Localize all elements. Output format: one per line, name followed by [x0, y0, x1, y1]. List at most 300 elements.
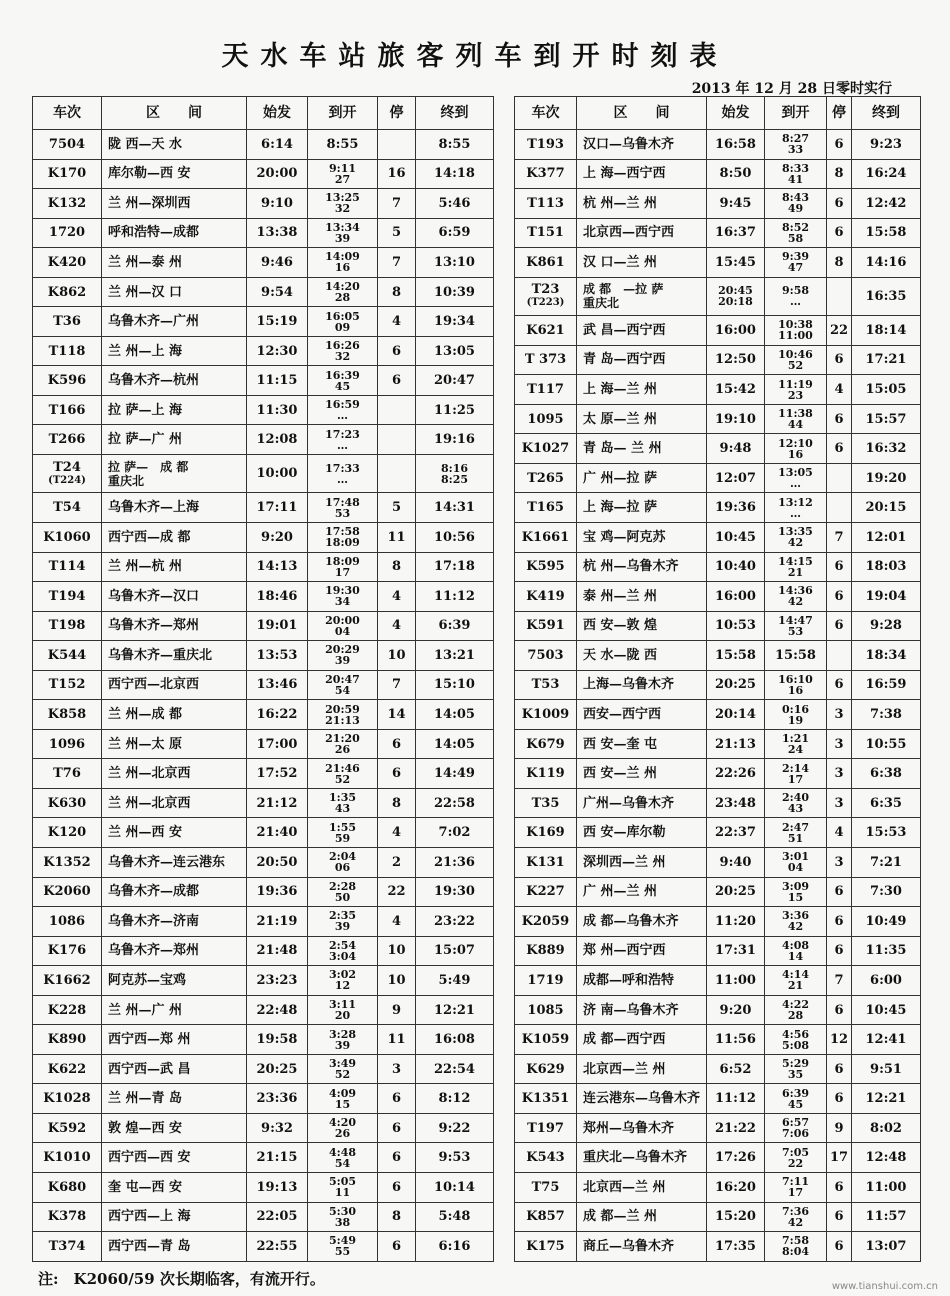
terminal-arrival: 5:46 [416, 189, 494, 219]
stop-minutes: 6 [827, 995, 852, 1025]
table-row [515, 759, 921, 789]
footnote: 注: K2060/59 次长期临客，有流开行。 [38, 1270, 325, 1288]
table-row [515, 375, 921, 405]
origin-departure: 11:00 [707, 966, 765, 996]
terminal-arrival: 9:22 [416, 1113, 494, 1143]
origin-departure: 10:45 [707, 522, 765, 552]
arrive-depart: 13:05 … [765, 463, 827, 493]
stop-minutes: 3 [827, 788, 852, 818]
route: 兰 州—西 安 [102, 818, 247, 848]
arrive-depart: 17:33 … [308, 455, 378, 493]
stop-minutes: 5 [378, 218, 416, 248]
stop-minutes: 22 [378, 877, 416, 907]
route: 兰 州—深圳西 [102, 189, 247, 219]
arrive-depart: 5:29 35 [765, 1054, 827, 1084]
route: 兰 州—青 岛 [102, 1084, 247, 1114]
origin-departure: 19:36 [707, 493, 765, 523]
table-row [33, 700, 494, 730]
table-row [515, 434, 921, 464]
origin-departure: 21:13 [707, 729, 765, 759]
stop-minutes: 6 [827, 345, 852, 375]
stop-minutes: 22 [827, 316, 852, 346]
train-number: K120 [33, 818, 102, 848]
terminal-arrival: 8:55 [416, 130, 494, 160]
table-row [515, 729, 921, 759]
arrive-depart: 8:33 41 [765, 159, 827, 189]
route: 西宁西—武 昌 [102, 1054, 247, 1084]
origin-departure: 21:12 [247, 788, 308, 818]
table-row [33, 218, 494, 248]
route: 兰 州—成 都 [102, 700, 247, 730]
origin-departure: 20:00 [247, 159, 308, 189]
route: 乌鲁木齐—成都 [102, 877, 247, 907]
terminal-arrival: 10:56 [416, 522, 494, 552]
origin-departure: 17:35 [707, 1232, 765, 1262]
origin-departure: 11:30 [247, 395, 308, 425]
terminal-arrival: 6:59 [416, 218, 494, 248]
route: 乌鲁木齐—郑州 [102, 611, 247, 641]
terminal-arrival: 12:21 [852, 1084, 921, 1114]
arrive-depart: 10:46 52 [765, 345, 827, 375]
table-row [33, 395, 494, 425]
table-row [515, 159, 921, 189]
table-row [515, 582, 921, 612]
stop-minutes: 6 [378, 1143, 416, 1173]
stop-minutes: 6 [378, 1084, 416, 1114]
train-number: K1010 [33, 1143, 102, 1173]
table-row [33, 552, 494, 582]
train-number: K1662 [33, 966, 102, 996]
table-row [33, 130, 494, 160]
origin-departure: 11:15 [247, 366, 308, 396]
route: 兰 州—北京西 [102, 788, 247, 818]
train-number: K592 [33, 1113, 102, 1143]
origin-departure: 23:48 [707, 788, 765, 818]
table-row [33, 425, 494, 455]
arrive-depart: 20:47 54 [308, 670, 378, 700]
table-row [33, 277, 494, 307]
train-number: T266 [33, 425, 102, 455]
route: 西宁西—成 都 [102, 522, 247, 552]
route: 成 都—兰 州 [577, 1202, 707, 1232]
terminal-arrival: 10:39 [416, 277, 494, 307]
stop-minutes: 6 [827, 877, 852, 907]
train-number: 1719 [515, 966, 577, 996]
origin-departure: 16:20 [707, 1173, 765, 1203]
terminal-arrival: 7:02 [416, 818, 494, 848]
train-number: K1060 [33, 522, 102, 552]
terminal-arrival: 16:35 [852, 277, 921, 315]
route: 西 安—兰 州 [577, 759, 707, 789]
arrive-depart: 2:54 3:04 [308, 936, 378, 966]
table-row [33, 1232, 494, 1262]
table-row [515, 1054, 921, 1084]
train-number: T54 [33, 493, 102, 523]
arrive-depart: 3:36 42 [765, 907, 827, 937]
stop-minutes: 6 [827, 1232, 852, 1262]
stop-minutes: 3 [827, 759, 852, 789]
route: 北京西—兰 州 [577, 1173, 707, 1203]
arrive-depart: 8:27 33 [765, 130, 827, 160]
stop-minutes: 9 [378, 995, 416, 1025]
table-row [33, 522, 494, 552]
terminal-arrival: 16:59 [852, 670, 921, 700]
table-row [33, 877, 494, 907]
table-row [33, 907, 494, 937]
route: 武 昌—西宁西 [577, 316, 707, 346]
train-number: K378 [33, 1202, 102, 1232]
terminal-arrival: 7:38 [852, 700, 921, 730]
stop-minutes: 6 [827, 1202, 852, 1232]
arrive-depart: 14:47 53 [765, 611, 827, 641]
table-row [515, 966, 921, 996]
route: 郑州—乌鲁木齐 [577, 1113, 707, 1143]
terminal-arrival: 10:45 [852, 995, 921, 1025]
arrive-depart: 16:05 09 [308, 307, 378, 337]
terminal-arrival: 17:21 [852, 345, 921, 375]
route: 乌鲁木齐—连云港东 [102, 848, 247, 878]
terminal-arrival: 10:14 [416, 1173, 494, 1203]
arrive-depart: 12:10 16 [765, 434, 827, 464]
terminal-arrival: 9:51 [852, 1054, 921, 1084]
origin-departure: 11:20 [707, 907, 765, 937]
arrive-depart: 6:39 45 [765, 1084, 827, 1114]
route: 奎 屯—西 安 [102, 1173, 247, 1203]
terminal-arrival: 8:16 8:25 [416, 455, 494, 493]
table-row [33, 936, 494, 966]
table-row [33, 759, 494, 789]
train-number: K1009 [515, 700, 577, 730]
arrive-depart: 14:09 16 [308, 248, 378, 278]
arrive-depart: 21:46 52 [308, 759, 378, 789]
train-number: T23 (T223) [515, 277, 577, 315]
table-row [33, 1113, 494, 1143]
terminal-arrival: 12:01 [852, 522, 921, 552]
origin-departure: 12:30 [247, 336, 308, 366]
terminal-arrival: 12:42 [852, 189, 921, 219]
train-number: K175 [515, 1232, 577, 1262]
table-row [515, 1202, 921, 1232]
train-number: T35 [515, 788, 577, 818]
terminal-arrival: 13:10 [416, 248, 494, 278]
route: 拉 萨— 成 都 重庆北 [102, 455, 247, 493]
origin-departure: 9:48 [707, 434, 765, 464]
table-row [515, 189, 921, 219]
stop-minutes [378, 455, 416, 493]
arrive-depart: 19:30 34 [308, 582, 378, 612]
stop-minutes: 6 [378, 366, 416, 396]
terminal-arrival: 5:49 [416, 966, 494, 996]
route: 兰 州—汉 口 [102, 277, 247, 307]
terminal-arrival: 13:07 [852, 1232, 921, 1262]
terminal-arrival: 11:25 [416, 395, 494, 425]
train-number: 7503 [515, 641, 577, 671]
train-number: T76 [33, 759, 102, 789]
route: 西宁西—上 海 [102, 1202, 247, 1232]
origin-departure: 16:00 [707, 316, 765, 346]
terminal-arrival: 15:58 [852, 218, 921, 248]
route: 杭 州—乌鲁木齐 [577, 552, 707, 582]
terminal-arrival: 21:36 [416, 848, 494, 878]
origin-departure: 12:07 [707, 463, 765, 493]
terminal-arrival: 14:18 [416, 159, 494, 189]
train-number: K889 [515, 936, 577, 966]
terminal-arrival: 17:18 [416, 552, 494, 582]
origin-departure: 6:14 [247, 130, 308, 160]
origin-departure: 9:20 [247, 522, 308, 552]
arrive-depart: 11:19 23 [765, 375, 827, 405]
table-row [33, 159, 494, 189]
origin-departure: 17:00 [247, 729, 308, 759]
origin-departure: 16:22 [247, 700, 308, 730]
stop-minutes: 8 [378, 552, 416, 582]
route: 兰 州—杭 州 [102, 552, 247, 582]
col-train: 车次 [33, 97, 102, 130]
train-number: K1661 [515, 522, 577, 552]
origin-departure: 23:23 [247, 966, 308, 996]
origin-departure: 19:10 [707, 404, 765, 434]
train-number: K591 [515, 611, 577, 641]
route: 库尔勒—西 安 [102, 159, 247, 189]
arrive-depart: 10:38 11:00 [765, 316, 827, 346]
stop-minutes: 7 [827, 522, 852, 552]
table-row [33, 1202, 494, 1232]
origin-departure: 19:58 [247, 1025, 308, 1055]
origin-departure: 16:00 [707, 582, 765, 612]
table-row [33, 818, 494, 848]
origin-departure: 18:46 [247, 582, 308, 612]
table-row [33, 248, 494, 278]
route: 成都—呼和浩特 [577, 966, 707, 996]
terminal-arrival: 18:34 [852, 641, 921, 671]
stop-minutes: 16 [378, 159, 416, 189]
train-number: K227 [515, 877, 577, 907]
terminal-arrival: 6:35 [852, 788, 921, 818]
table-row [515, 463, 921, 493]
stop-minutes: 3 [827, 848, 852, 878]
arrive-depart: 20:00 04 [308, 611, 378, 641]
train-number: T53 [515, 670, 577, 700]
train-number: K861 [515, 248, 577, 278]
arrive-depart: 1:21 24 [765, 729, 827, 759]
stop-minutes [378, 395, 416, 425]
col-train: 车次 [515, 97, 577, 130]
header-row [33, 97, 494, 130]
table-row [33, 1173, 494, 1203]
table-row [515, 1084, 921, 1114]
route: 商丘—乌鲁木齐 [577, 1232, 707, 1262]
terminal-arrival: 19:04 [852, 582, 921, 612]
origin-departure: 17:11 [247, 493, 308, 523]
stop-minutes: 6 [827, 670, 852, 700]
terminal-arrival: 16:08 [416, 1025, 494, 1055]
arrive-depart: 8:55 [308, 130, 378, 160]
train-number: T166 [33, 395, 102, 425]
table-row [33, 366, 494, 396]
arrive-depart: 2:47 51 [765, 818, 827, 848]
route: 成 都—乌鲁木齐 [577, 907, 707, 937]
terminal-arrival: 9:23 [852, 130, 921, 160]
origin-departure: 9:20 [707, 995, 765, 1025]
route: 拉 萨—上 海 [102, 395, 247, 425]
table-row [33, 307, 494, 337]
stop-minutes: 6 [827, 907, 852, 937]
train-number: K170 [33, 159, 102, 189]
origin-departure: 20:25 [707, 877, 765, 907]
table-row [33, 1084, 494, 1114]
origin-departure: 20:14 [707, 700, 765, 730]
stop-minutes: 8 [827, 248, 852, 278]
train-number: K419 [515, 582, 577, 612]
origin-departure: 9:32 [247, 1113, 308, 1143]
stop-minutes: 4 [378, 307, 416, 337]
terminal-arrival: 7:30 [852, 877, 921, 907]
route: 拉 萨—广 州 [102, 425, 247, 455]
arrive-depart: 4:14 21 [765, 966, 827, 996]
terminal-arrival: 8:02 [852, 1113, 921, 1143]
train-number: K890 [33, 1025, 102, 1055]
arrive-depart: 4:22 28 [765, 995, 827, 1025]
origin-departure: 6:52 [707, 1054, 765, 1084]
arrive-depart: 4:48 54 [308, 1143, 378, 1173]
arrive-depart: 3:01 04 [765, 848, 827, 878]
train-number: K596 [33, 366, 102, 396]
arrive-depart: 17:58 18:09 [308, 522, 378, 552]
col-arrive-depart: 到开 [308, 97, 378, 130]
terminal-arrival: 12:41 [852, 1025, 921, 1055]
table-row [33, 966, 494, 996]
arrive-depart: 9:39 47 [765, 248, 827, 278]
stop-minutes: 11 [378, 522, 416, 552]
arrive-depart: 4:20 26 [308, 1113, 378, 1143]
stop-minutes: 6 [378, 1232, 416, 1262]
stop-minutes: 6 [827, 582, 852, 612]
stop-minutes: 6 [827, 611, 852, 641]
origin-departure: 19:36 [247, 877, 308, 907]
origin-departure: 19:01 [247, 611, 308, 641]
stop-minutes: 6 [827, 189, 852, 219]
route: 呼和浩特—成都 [102, 218, 247, 248]
table-row [33, 611, 494, 641]
table-row [515, 700, 921, 730]
train-number: K622 [33, 1054, 102, 1084]
arrive-depart: 5:30 38 [308, 1202, 378, 1232]
table-row [515, 936, 921, 966]
route: 济 南—乌鲁木齐 [577, 995, 707, 1025]
route: 青 岛— 兰 州 [577, 434, 707, 464]
table-row [33, 1054, 494, 1084]
train-number: T374 [33, 1232, 102, 1262]
train-number: K132 [33, 189, 102, 219]
route: 兰 州—太 原 [102, 729, 247, 759]
stop-minutes: 10 [378, 936, 416, 966]
terminal-arrival: 6:38 [852, 759, 921, 789]
arrive-depart: 1:35 43 [308, 788, 378, 818]
origin-departure: 20:50 [247, 848, 308, 878]
arrive-depart: 16:10 16 [765, 670, 827, 700]
origin-departure: 10:40 [707, 552, 765, 582]
route: 乌鲁木齐—汉口 [102, 582, 247, 612]
stop-minutes [827, 641, 852, 671]
origin-departure: 21:19 [247, 907, 308, 937]
train-number: K544 [33, 641, 102, 671]
header-row [515, 97, 921, 130]
route: 乌鲁木齐—济南 [102, 907, 247, 937]
train-number: 1086 [33, 907, 102, 937]
stop-minutes: 4 [378, 907, 416, 937]
origin-departure: 21:15 [247, 1143, 308, 1173]
train-number: K1059 [515, 1025, 577, 1055]
arrive-depart: 2:28 50 [308, 877, 378, 907]
table-row [515, 670, 921, 700]
route: 乌鲁木齐—上海 [102, 493, 247, 523]
terminal-arrival: 14:05 [416, 729, 494, 759]
route: 北京西—西宁西 [577, 218, 707, 248]
route: 乌鲁木齐—郑州 [102, 936, 247, 966]
table-row [33, 641, 494, 671]
route: 西宁西—青 岛 [102, 1232, 247, 1262]
route: 兰 州—北京西 [102, 759, 247, 789]
table-row [33, 848, 494, 878]
stop-minutes [827, 277, 852, 315]
route: 广 州—拉 萨 [577, 463, 707, 493]
origin-departure: 21:22 [707, 1113, 765, 1143]
stop-minutes: 17 [827, 1143, 852, 1173]
route: 北京西—兰 州 [577, 1054, 707, 1084]
arrive-depart: 4:56 5:08 [765, 1025, 827, 1055]
train-number: K858 [33, 700, 102, 730]
terminal-arrival: 6:39 [416, 611, 494, 641]
table-row [515, 1143, 921, 1173]
origin-departure: 22:48 [247, 995, 308, 1025]
arrive-depart: 3:11 20 [308, 995, 378, 1025]
terminal-arrival: 20:15 [852, 493, 921, 523]
col-route: 区 间 [102, 97, 247, 130]
terminal-arrival: 15:53 [852, 818, 921, 848]
arrive-depart: 16:26 32 [308, 336, 378, 366]
route: 敦 煌—西 安 [102, 1113, 247, 1143]
arrive-depart: 16:39 45 [308, 366, 378, 396]
route: 西 安—奎 屯 [577, 729, 707, 759]
terminal-arrival: 14:05 [416, 700, 494, 730]
table-row [33, 995, 494, 1025]
stop-minutes: 6 [827, 1054, 852, 1084]
origin-departure: 15:20 [707, 1202, 765, 1232]
train-number: 7504 [33, 130, 102, 160]
table-row [515, 522, 921, 552]
arrive-depart: 4:09 15 [308, 1084, 378, 1114]
arrive-depart: 13:12 … [765, 493, 827, 523]
origin-departure: 9:54 [247, 277, 308, 307]
train-number: K1351 [515, 1084, 577, 1114]
train-number: K119 [515, 759, 577, 789]
route: 广 州—兰 州 [577, 877, 707, 907]
route: 太 原—兰 州 [577, 404, 707, 434]
route: 广州—乌鲁木齐 [577, 788, 707, 818]
arrive-depart: 15:58 [765, 641, 827, 671]
route: 上 海—拉 萨 [577, 493, 707, 523]
arrive-depart: 6:57 7:06 [765, 1113, 827, 1143]
stop-minutes: 6 [827, 936, 852, 966]
terminal-arrival: 18:14 [852, 316, 921, 346]
arrive-depart: 2:04 06 [308, 848, 378, 878]
terminal-arrival: 13:21 [416, 641, 494, 671]
arrive-depart: 14:15 21 [765, 552, 827, 582]
route: 西宁西—郑 州 [102, 1025, 247, 1055]
train-number: T197 [515, 1113, 577, 1143]
origin-departure: 9:10 [247, 189, 308, 219]
origin-departure: 21:40 [247, 818, 308, 848]
